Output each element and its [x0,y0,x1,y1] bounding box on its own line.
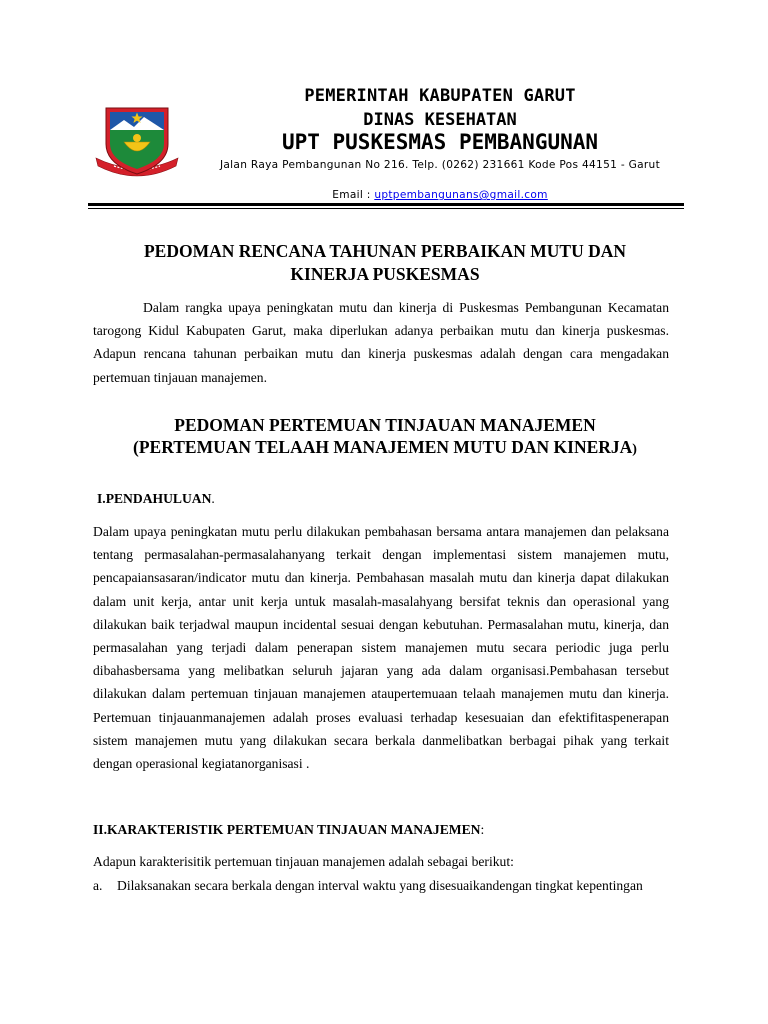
list-item [93,874,669,897]
guideline-title-line1: PEDOMAN PERTEMUAN TINJAUAN MANAJEMEN [174,415,596,435]
letterhead-department: DINAS KESEHATAN [363,110,517,130]
letterhead-rule-thick [88,203,684,206]
section2-intro: Adapun karakterisitik pertemuan tinjauan manajemen adalah sebagai berikut: [93,854,514,869]
section-heading-karakteristik [93,822,484,838]
section-heading-pendahuluan [97,491,215,507]
section1-heading-tail: . [211,491,215,506]
intro-paragraph: Dalam rangka upaya peningkatan mutu dan kinerja di Puskesmas Pembangunan Kecamatan tarogong Kidul Kabupaten Garut, maka diperlukan adanya perbaikan mutu dan kinerja puskesmas. Adapun rencana tahunan perbaikan mutu dan kinerja puskesmas adalah dengan cara mengadakan pertemuan tinjauan manajemen. [93,300,669,385]
letterhead-institution: UPT PUSKESMAS PEMBANGUNAN [281,130,599,154]
document-title-line1: PEDOMAN RENCANA TAHUNAN PERBAIKAN MUTU DAN [143,241,627,261]
letterhead-government: PEMERINTAH KABUPATEN GARUT [304,86,576,106]
list-item-marker: a. [93,878,103,893]
letterhead-address: Jalan Raya Pembangunan No 216. Telp. (0262) 231661 Kode Pos 44151 - Garut [219,159,661,171]
letterhead-email-line [190,189,690,201]
letterhead-rule-thin [88,208,684,209]
document-title [90,240,680,286]
guideline-title [90,414,680,461]
email-link[interactable]: uptpembangunans@gmail.com [374,189,548,201]
garut-regency-coat-of-arms-icon [92,100,182,182]
guideline-title-line2-text: (PERTEMUAN TELAAH MANAJEMEN MUTU DAN KINERJA [133,437,633,457]
section2-heading-text: II.KARAKTERISTIK PERTEMUAN TINJAUAN MANAJEMEN [93,822,481,837]
guideline-title-line2 [90,436,680,461]
list-item-text: Dilaksanakan secara berkala dengan interval waktu yang disesuaikandengan tingkat kepentingan [117,878,643,893]
section2-heading-tail: : [480,822,485,837]
email-label: Email : [332,189,375,201]
section1-heading-text: I.PENDAHULUAN [97,491,212,506]
document-title-line2: KINERJA PUSKESMAS [290,264,480,284]
guideline-title-line2-tail: ) [632,442,637,457]
section1-body: Dalam upaya peningkatan mutu perlu dilakukan pembahasan bersama antara manajemen dan pelaksana tentang permasalahan-permasalahanyang terkait dengan implementasi sistem manajemen mutu, pencapaiansasaran/indicator mutu dan kinerja. Pembahasan masalah mutu dan kinerja dapat dilakukan dalam unit kerja, antar unit kerja untuk masalah-masalahyang bersifat teknis dan operasional yang dilakukan baik terjadwal maupun incidental sesuai dengan kebutuhan. Permasalahan mutu, kinerja, dan permasalahan yang terjadi dalam penerapan sistem manajemen mutu secara periodic juga perlu dibahasbersama yang melibatkan seluruh jajaran yang ada dalam organisasi.Pembahasan tersebut dilakukan dalam pertemuan tinjauan manajemen ataupertemuaan telaah manajemen mutu dan kinerja. Pertemuan tinjauanmanajemen adalah proses evaluasi terhadap kesesuaian dan efektifitaspenerapan sistem manajemen mutu yang dilakukan secara berkala danmelibatkan berbagai pihak yang terkait dengan operasional kegiatanorganisasi . [93,524,669,772]
